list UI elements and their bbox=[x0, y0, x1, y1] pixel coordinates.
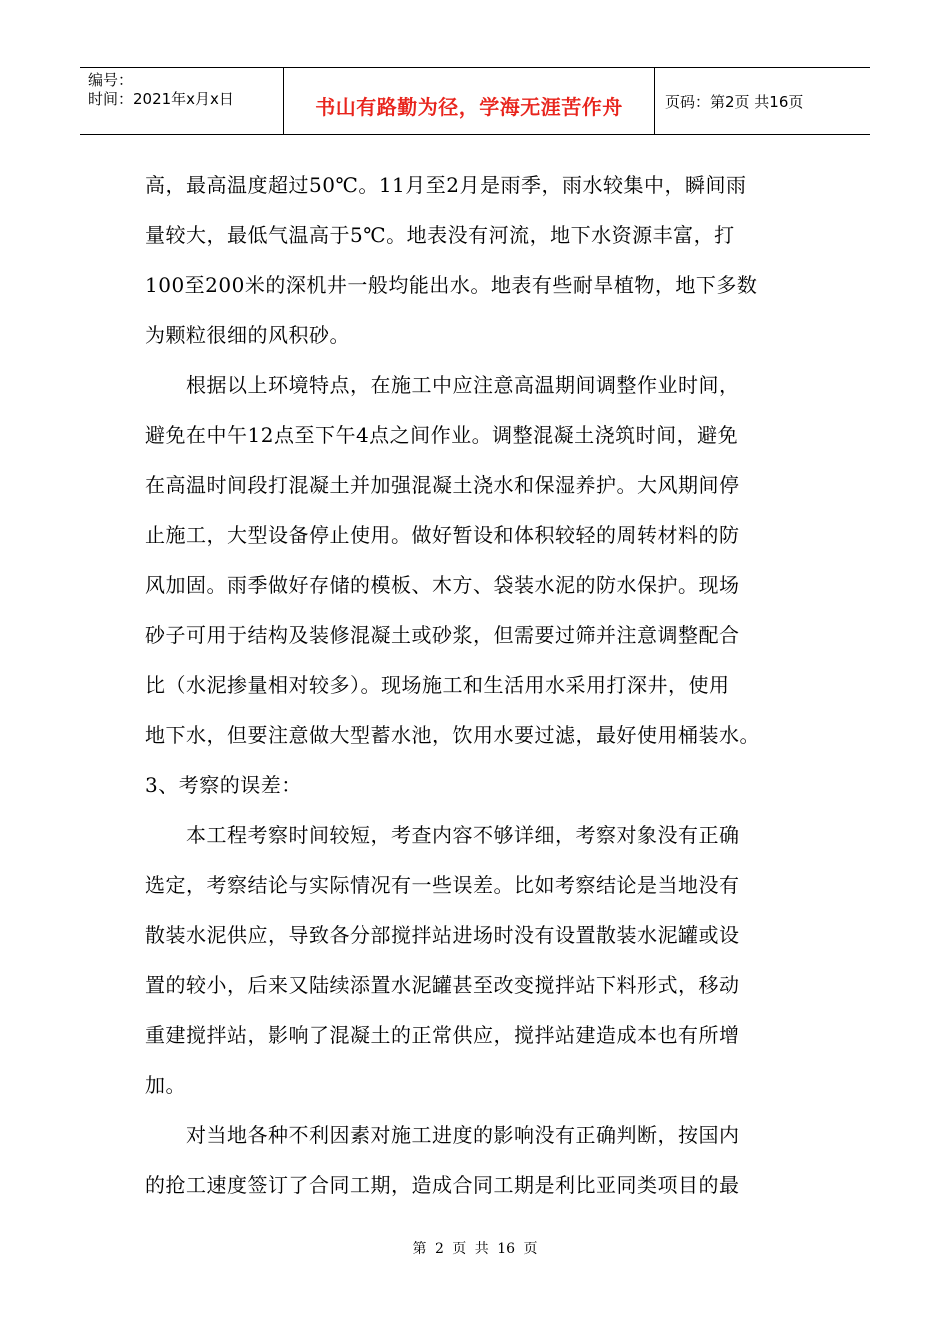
header-page-info-cell bbox=[655, 68, 870, 134]
serial-label: 编号： bbox=[88, 71, 134, 89]
body-text-line: 散装水泥供应，导致各分部搅拌站进场时没有设置散装水泥罐或设 bbox=[145, 923, 740, 947]
body-text-line: 置的较小，后来又陆续添置水泥罐甚至改变搅拌站下料形式，移动 bbox=[145, 973, 740, 997]
body-text-line: 在高温时间段打混凝土并加强混凝土浇水和保湿养护。大风期间停 bbox=[145, 473, 740, 497]
body-text-line: 的抢工速度签订了合同工期，造成合同工期是利比亚同类项目的最 bbox=[145, 1173, 740, 1197]
body-text-line: 避免在中午12点至下午4点之间作业。调整混凝土浇筑时间，避免 bbox=[145, 423, 739, 447]
body-text-line: 止施工，大型设备停止使用。做好暂设和体积较轻的周转材料的防 bbox=[145, 523, 740, 547]
page-header bbox=[80, 67, 870, 135]
body-text-line: 根据以上环境特点，在施工中应注意高温期间调整作业时间， bbox=[145, 373, 740, 397]
page-footer: 第 2 页 共 16 页 bbox=[412, 1241, 538, 1257]
body-text-line: 高，最高温度超过50℃。11月至2月是雨季，雨水较集中，瞬间雨 bbox=[145, 173, 747, 197]
header-motto-cell bbox=[283, 68, 655, 134]
body-text-line: 为颗粒很细的风积砂。 bbox=[145, 323, 350, 347]
body-text-line: 3、考察的误差： bbox=[145, 773, 302, 797]
body-text-line: 量较大，最低气温高于5℃。地表没有河流，地下水资源丰富，打 bbox=[145, 223, 735, 247]
body-text-line: 本工程考察时间较短，考查内容不够详细，考察对象没有正确 bbox=[145, 823, 740, 847]
header-page-info: 页码：第2页 共16页 bbox=[665, 92, 804, 111]
body-text-line: 风加固。雨季做好存储的模板、木方、袋装水泥的防水保护。现场 bbox=[145, 573, 740, 597]
header-motto: 书山有路勤为径，学海无涯苦作舟 bbox=[315, 94, 623, 119]
body-text-line: 砂子可用于结构及装修混凝土或砂浆，但需要过筛并注意调整配合 bbox=[145, 623, 740, 647]
body-text-line: 选定，考察结论与实际情况有一些误差。比如考察结论是当地没有 bbox=[145, 873, 740, 897]
body-text-line: 重建搅拌站，影响了混凝土的正常供应，搅拌站建造成本也有所增 bbox=[145, 1023, 740, 1047]
body-text-line: 对当地各种不利因素对施工进度的影响没有正确判断，按国内 bbox=[145, 1123, 740, 1147]
header-meta bbox=[80, 68, 283, 134]
time-label: 时间：2021年x月x日 bbox=[88, 90, 234, 108]
body-text-line: 加。 bbox=[145, 1073, 186, 1097]
document-body bbox=[145, 160, 805, 1210]
body-text-line: 100至200米的深机井一般均能出水。地表有些耐旱植物，地下多数 bbox=[145, 273, 758, 297]
body-text-line: 比（水泥掺量相对较多）。现场施工和生活用水采用打深井，使用 bbox=[145, 673, 730, 697]
body-text-line: 地下水，但要注意做大型蓄水池，饮用水要过滤，最好使用桶装水。 bbox=[145, 723, 760, 747]
